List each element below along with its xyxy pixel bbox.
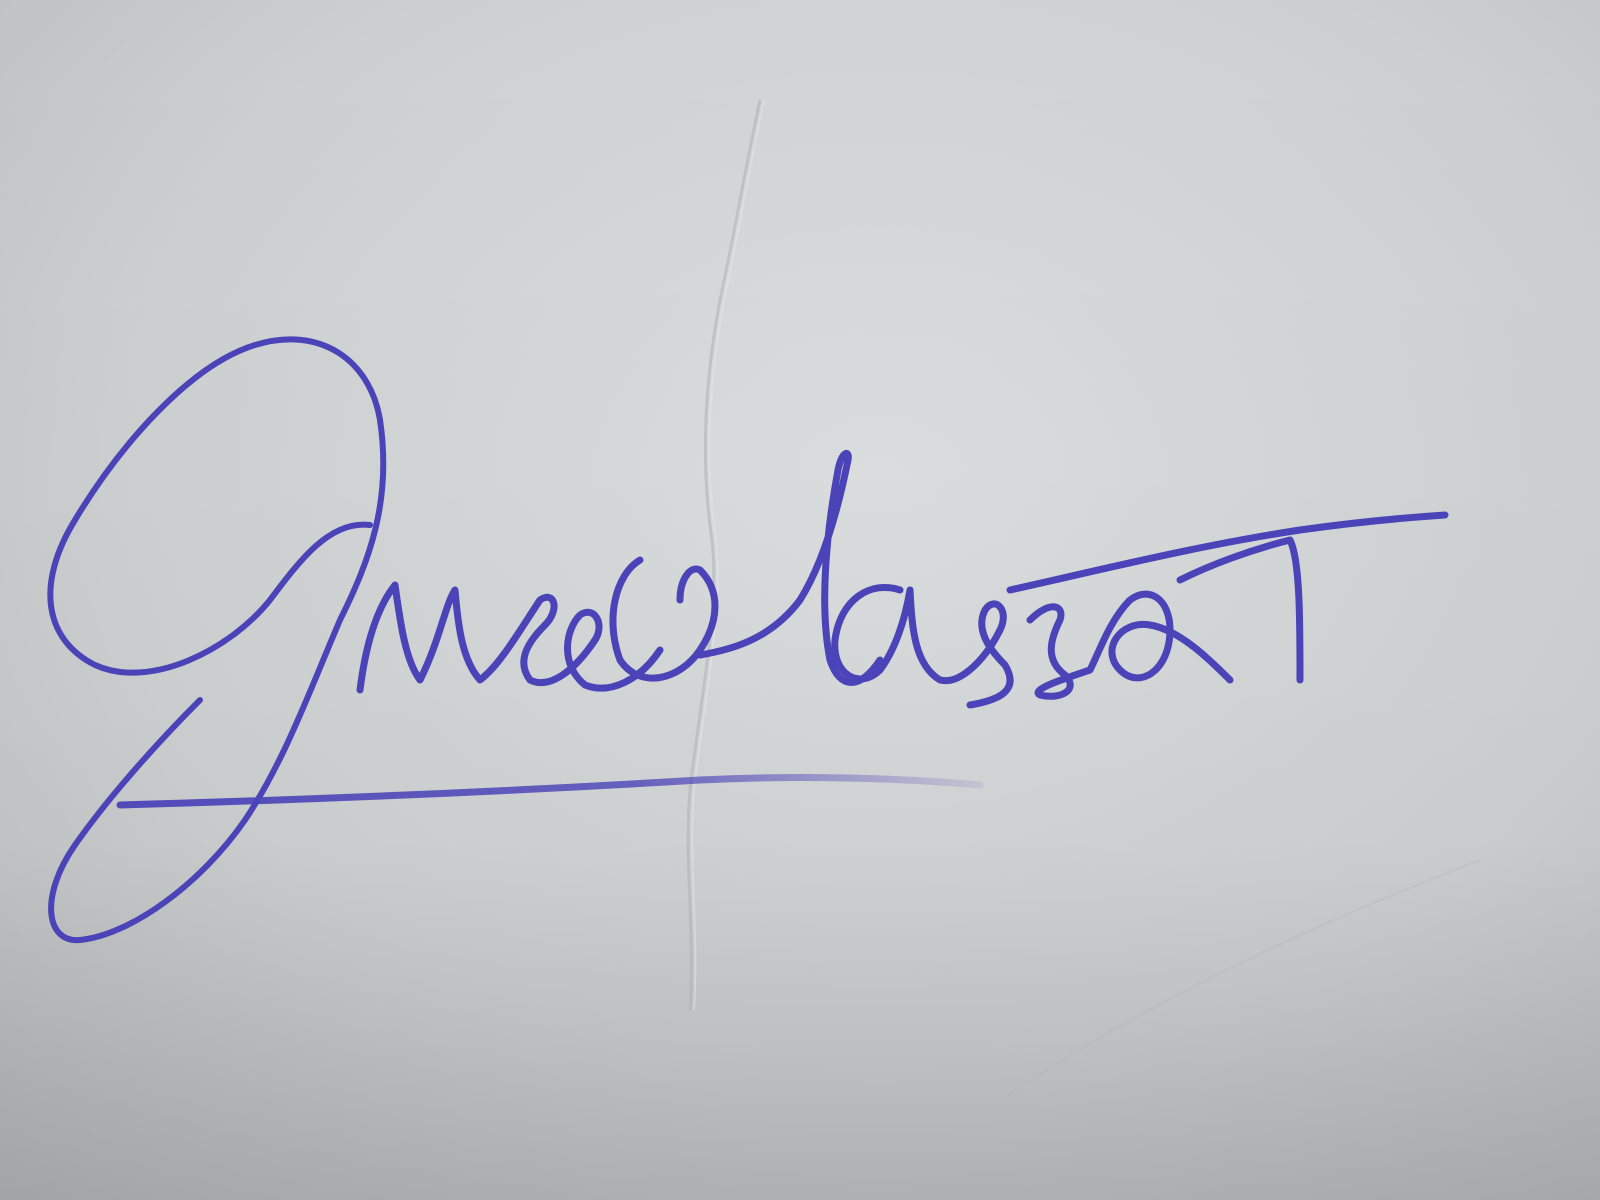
signature-word-part-3 <box>835 587 1010 705</box>
signature-final-stroke <box>1180 540 1300 680</box>
signature-word-part-2 <box>613 560 715 678</box>
signature-underline <box>120 778 980 805</box>
signature-capital-loop <box>50 339 383 940</box>
signature-top-flourish <box>1010 515 1445 590</box>
signature-letter-l <box>700 453 880 682</box>
signature-word-part-4 <box>1030 594 1230 696</box>
